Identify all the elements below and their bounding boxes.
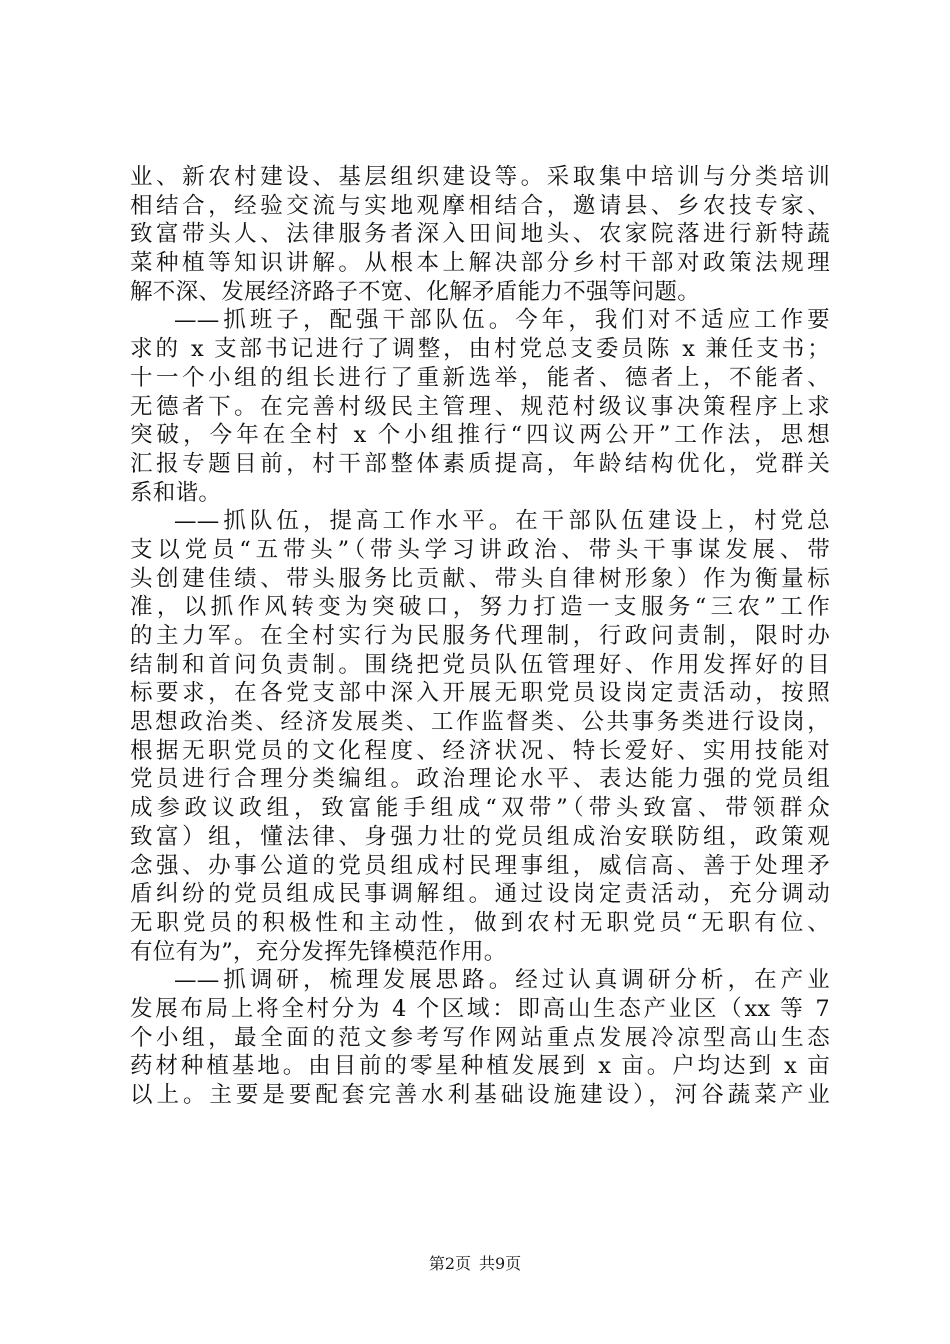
text-line: 盾纠纷的党员组成民事调解组。通过设岗定责活动，充分调动 bbox=[130, 881, 830, 908]
paragraph-start-line: ——抓队伍，提高工作水平。在干部队伍建设上，村党总 bbox=[174, 508, 830, 535]
text-line: 以上。主要是要配套完善水利基础设施建设），河谷蔬菜产业 bbox=[130, 1082, 830, 1108]
text-line: 念强、办事公道的党员组成村民理事组，威信高、善于处理矛 bbox=[130, 852, 830, 879]
text-line: 有位有为”，充分发挥先锋模范作用。 bbox=[130, 938, 507, 965]
text-line: 菜种植等知识讲解。从根本上解决部分乡村干部对政策法规理 bbox=[130, 250, 830, 277]
text-line: 的主力军。在全村实行为民服务代理制，行政问责制，限时办 bbox=[130, 623, 830, 649]
document-body bbox=[130, 163, 830, 1110]
text-line: 药材种植基地。由目前的零星种植发展到 x 亩。户均达到 x 亩 bbox=[130, 1053, 830, 1080]
text-line: 党员进行合理分类编组。政治理论水平、表达能力强的党员组 bbox=[130, 766, 830, 793]
text-line: 十一个小组的组长进行了重新选举，能者、德者上，不能者、 bbox=[130, 364, 830, 391]
text-line: 结制和首问负责制。围绕把党员队伍管理好、作用发挥好的目 bbox=[130, 651, 830, 678]
text-line: 求的 x 支部书记进行了调整，由村党总支委员陈 x 兼任支书； bbox=[130, 336, 830, 363]
page-footer bbox=[0, 1254, 950, 1274]
text-line: 发展布局上将全村分为 4 个区域：即高山生态产业区（xx 等 7 bbox=[130, 995, 830, 1022]
text-line: 准，以抓作风转变为突破口，努力打造一支服务“三农”工作 bbox=[130, 594, 830, 621]
paragraph-start-line: ——抓班子，配强干部队伍。今年，我们对不适应工作要 bbox=[174, 307, 830, 334]
text-line: 思想政治类、经济发展类、工作监督类、公共事务类进行设岗， bbox=[130, 709, 830, 736]
text-line: 头创建佳绩、带头服务比贡献、带头自律树形象）作为衡量标 bbox=[130, 565, 830, 592]
text-line: 突破，今年在全村 x 个小组推行“四议两公开”工作法，思想 bbox=[130, 422, 830, 449]
text-line: 致富带头人、法律服务者深入田间地头、农家院落进行新特蔬 bbox=[130, 221, 830, 248]
text-line: 业、新农村建设、基层组织建设等。采取集中培训与分类培训 bbox=[130, 164, 830, 190]
paragraph-start-line: ——抓调研，梳理发展思路。经过认真调研分析，在产业 bbox=[174, 967, 830, 994]
text-line: 支以党员“五带头”（带头学习讲政治、带头干事谋发展、带 bbox=[130, 536, 830, 563]
text-line: 成参政议政组，致富能手组成“双带”（带头致富、带领群众 bbox=[130, 795, 830, 822]
text-line: 相结合，经验交流与实地观摩相结合，邀请县、乡农技专家、 bbox=[130, 192, 830, 219]
text-line: 无职党员的积极性和主动性，做到农村无职党员“无职有位、 bbox=[130, 909, 830, 936]
page-number: 第2页 bbox=[428, 1254, 471, 1273]
text-line: 标要求，在各党支部中深入开展无职党员设岗定责活动，按照 bbox=[130, 680, 830, 707]
text-line: 系和谐。 bbox=[130, 479, 222, 506]
text-line: 汇报专题目前，村干部整体素质提高，年龄结构优化，党群关 bbox=[130, 450, 830, 477]
text-line: 致富）组，懂法律、身强力壮的党员组成治安联防组，政策观 bbox=[130, 823, 830, 850]
text-line: 无德者下。在完善村级民主管理、规范村级议事决策程序上求 bbox=[130, 393, 830, 420]
text-line: 根据无职党员的文化程度、经济状况、特长爱好、实用技能对 bbox=[130, 737, 830, 764]
text-line: 解不深、发展经济路子不宽、化解矛盾能力不强等问题。 bbox=[130, 278, 701, 305]
text-line: 个小组，最全面的范文参考写作网站重点发展冷凉型高山生态 bbox=[130, 1024, 830, 1051]
page-total: 共9页 bbox=[479, 1254, 522, 1273]
